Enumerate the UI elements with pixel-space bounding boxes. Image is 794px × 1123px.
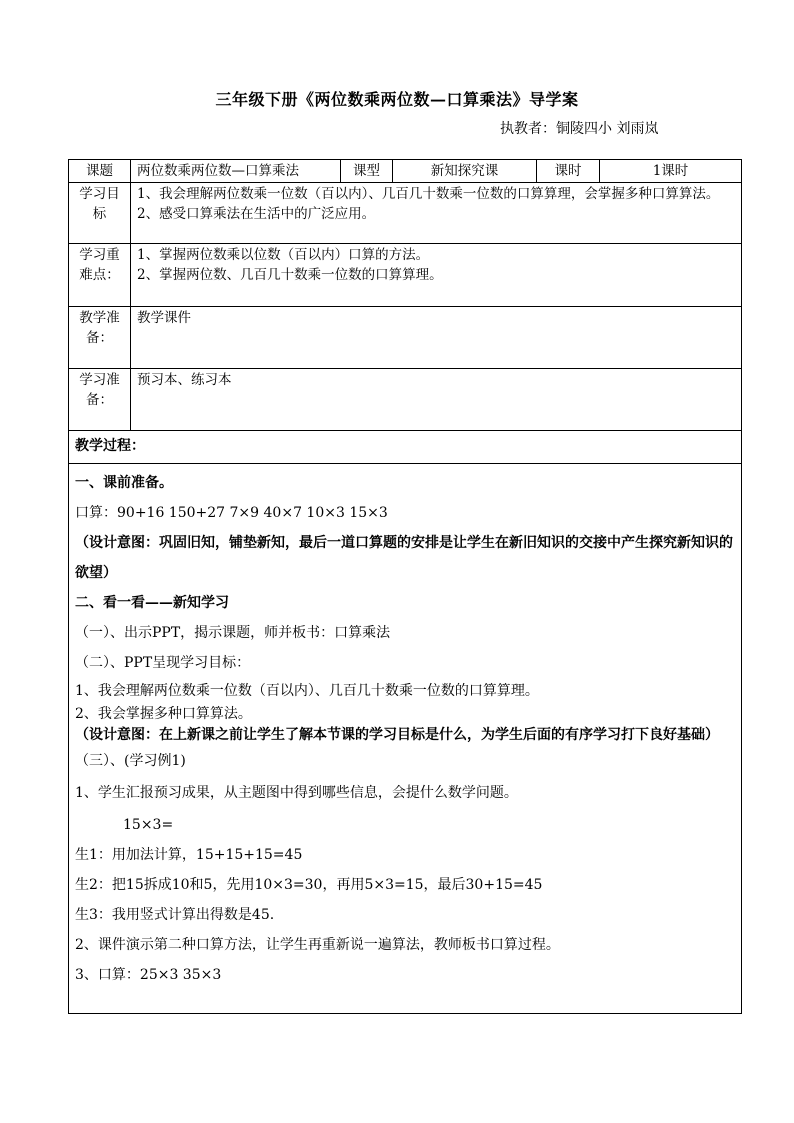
process-line-10: （三）、(学习例1) (75, 753, 186, 769)
process-line-2: 口算：90+16 150+27 7×9 40×7 10×3 15×3 (75, 505, 388, 521)
process-line-13: 生1：用加法计算，15+15+15=45 (75, 847, 303, 863)
process-line-9: （设计意图：在上新课之前让学生了解本节课的学习目标是什么，为学生后面的有序学习打下良好基础） (75, 727, 719, 743)
process-label-row (69, 431, 742, 464)
type-label: 课型 (341, 160, 393, 183)
learning-prep-value: 预习本、练习本 (131, 369, 742, 431)
learning-prep-row (69, 369, 742, 431)
header-row (69, 160, 742, 183)
process-line-15: 生3：我用竖式计算出得数是45. (75, 907, 275, 923)
author-line: 执教者：铜陵四小 刘雨岚 (500, 121, 659, 137)
subject-value: 两位数乘两位数—口算乘法 (131, 160, 341, 183)
key-point-2: 2、掌握两位数、几百几十数乘一位数的口算算理。 (137, 267, 443, 283)
process-label: 教学过程： (69, 431, 742, 464)
teaching-prep-value: 教学课件 (131, 307, 742, 369)
process-content (69, 464, 742, 1014)
goals-content (131, 183, 742, 244)
period-label: 课时 (537, 160, 600, 183)
teaching-prep-label: 教学准备： (69, 307, 131, 369)
page-title: 三年级下册《两位数乘两位数—口算乘法》导学案 (215, 90, 579, 109)
process-line-17: 3、口算：25×3 35×3 (75, 967, 222, 983)
goal-item-2: 2、感受口算乘法在生活中的广泛应用。 (137, 206, 376, 222)
lesson-plan-table (68, 159, 742, 1014)
process-line-5: （一）、出示PPT，揭示课题，师并板书：口算乘法 (75, 625, 391, 641)
process-line-4: 二、看一看——新知学习 (75, 595, 229, 611)
process-line-16: 2、课件演示第二种口算方法，让学生再重新说一遍算法，教师板书口算过程。 (75, 937, 560, 953)
period-value: 1课时 (600, 160, 742, 183)
process-line-1: 一、课前准备。 (75, 475, 173, 491)
key-points-content (131, 244, 742, 307)
key-point-1: 1、掌握两位数乘以位数（百以内）口算的方法。 (137, 247, 430, 263)
key-points-label: 学习重难点： (69, 244, 131, 307)
process-line-12: 15×3= (123, 817, 174, 833)
process-line-3: （设计意图：巩固旧知，铺垫新知，最后一道口算题的安排是让学生在新旧知识的交接中产生探究新知识的欲望） (75, 535, 733, 581)
type-value: 新知探究课 (393, 160, 537, 183)
teaching-prep-row (69, 307, 742, 369)
process-line-11: 1、学生汇报预习成果，从主题图中得到哪些信息，会提什么数学问题。 (75, 785, 518, 801)
process-line-14: 生2：把15拆成10和5，先用10×3=30，再用5×3=15，最后30+15=45 (75, 877, 543, 893)
goals-row (69, 183, 742, 244)
goal-item-1: 1、我会理解两位数乘一位数（百以内）、几百几十数乘一位数的口算算理，会掌握多种口算算法。 (137, 186, 720, 202)
process-row (69, 464, 742, 1014)
process-line-6: （二）、PPT呈现学习目标： (75, 655, 251, 671)
process-line-7: 1、我会理解两位数乘一位数（百以内）、几百几十数乘一位数的口算算理。 (75, 683, 539, 699)
subject-label: 课题 (69, 160, 131, 183)
learning-prep-label: 学习准备： (69, 369, 131, 431)
goals-label: 学习目标 (69, 183, 131, 244)
process-line-8: 2、我会掌握多种口算算法。 (75, 706, 252, 722)
key-points-row (69, 244, 742, 307)
